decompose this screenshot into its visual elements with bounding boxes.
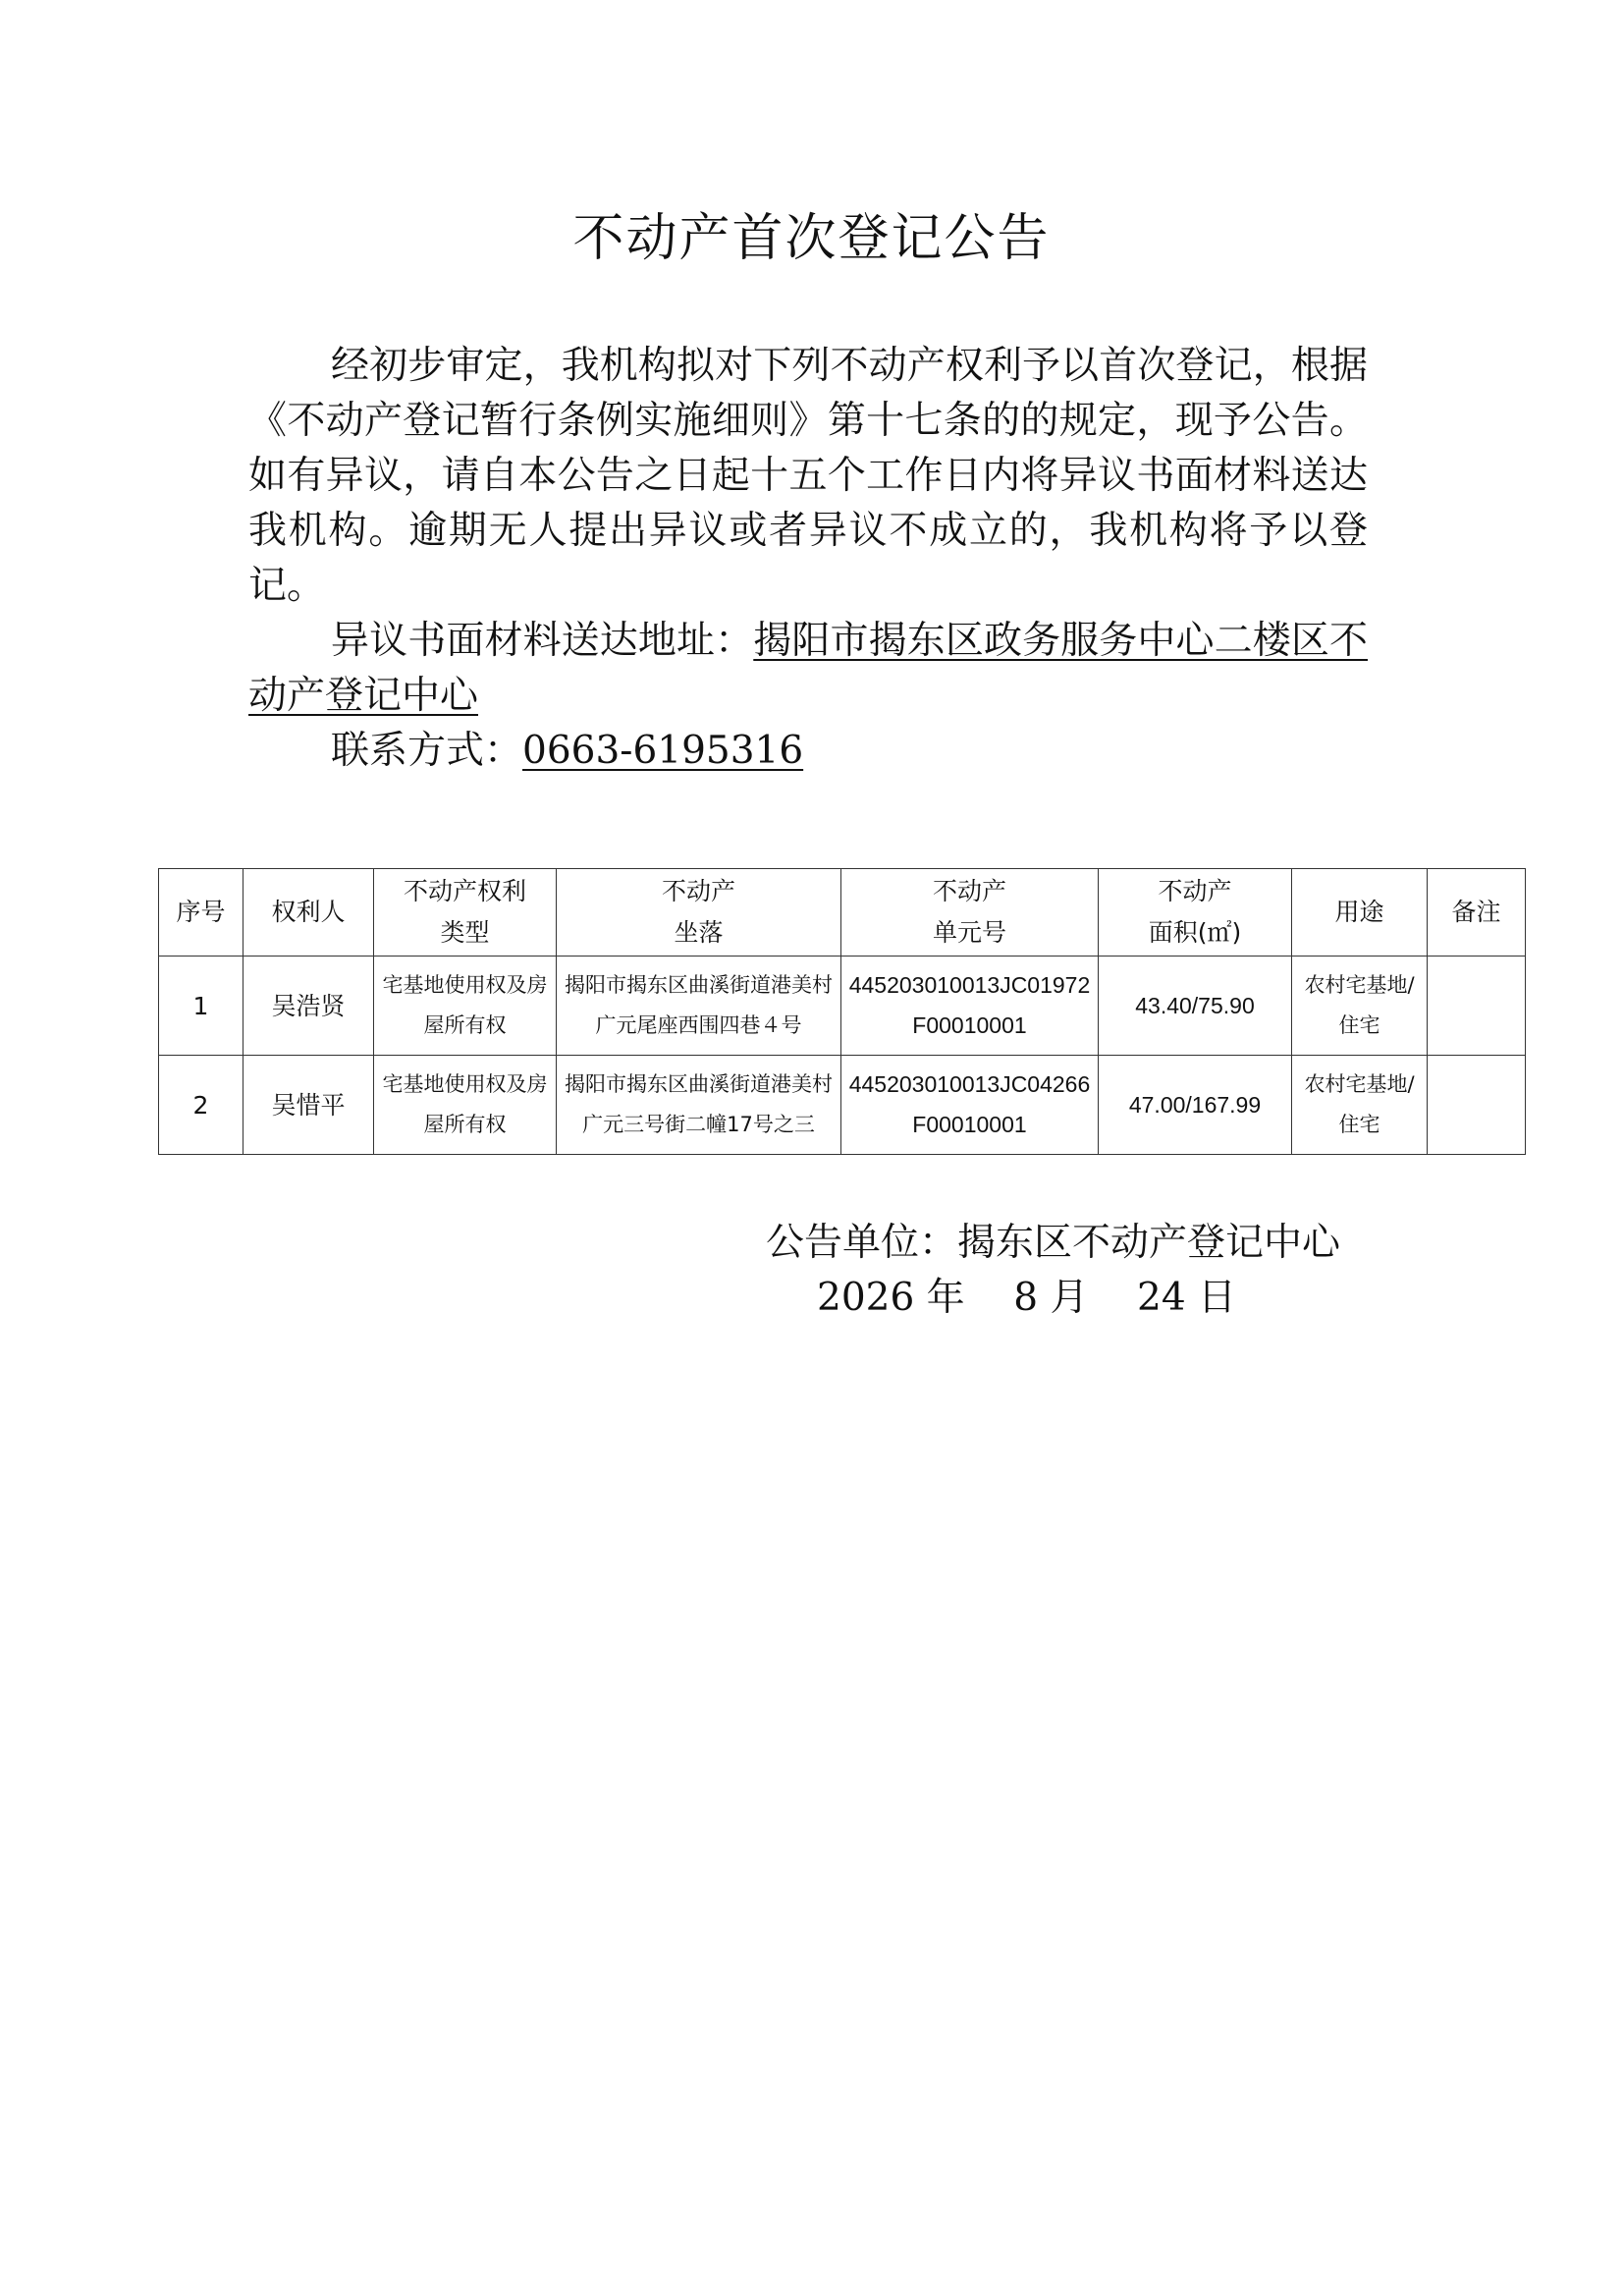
row-unit — [841, 1056, 1099, 1155]
header-unit-line2: 单元号 — [932, 918, 1006, 947]
row-usage-text: 农村宅基地/住宅 — [1304, 973, 1415, 1037]
registration-table-wrap — [158, 868, 1525, 1155]
header-location-line2: 坐落 — [674, 918, 724, 947]
row-owner: 吴浩贤 — [243, 957, 374, 1056]
header-unit — [841, 869, 1099, 957]
notice-paragraph: 经初步审定，我机构拟对下列不动产权利予以首次登记，根据《不动产登记暂行条例实施细则》第十七条的的规定，现予公告。如有异议，请自本公告之日起十五个工作日内将异议书面材料送达我机构。逾期无人提出异议或者异议不成立的，我机构将予以登记。 — [248, 344, 1368, 608]
row-area: 47.00/167.99 — [1099, 1056, 1292, 1155]
row-remark — [1428, 1056, 1526, 1155]
row-usage — [1292, 1056, 1428, 1155]
row-unit-text: 445203010013JC01972F00010001 — [848, 972, 1091, 1038]
objection-address-value: 揭阳市揭东区政务服务中心二楼区不动产登记中心 — [248, 619, 1368, 718]
row-owner: 吴惜平 — [243, 1056, 374, 1155]
objection-address — [248, 614, 1368, 724]
row-seq: 2 — [159, 1056, 243, 1155]
table-row — [159, 1056, 1526, 1155]
row-usage-text: 农村宅基地/住宅 — [1304, 1072, 1415, 1136]
row-seq: 1 — [159, 957, 243, 1056]
header-area-line1: 不动产 — [1158, 877, 1232, 905]
row-location — [557, 957, 841, 1056]
row-remark — [1428, 957, 1526, 1056]
header-seq: 序号 — [159, 869, 243, 957]
header-owner: 权利人 — [243, 869, 374, 957]
page-title: 不动产首次登记公告 — [572, 209, 1051, 268]
registration-table — [158, 868, 1526, 1155]
row-unit-text: 445203010013JC04266F00010001 — [848, 1071, 1091, 1137]
issuing-unit: 公告单位：揭东区不动产登记中心 — [766, 1221, 1341, 1265]
contact-info — [248, 724, 1368, 779]
header-remark: 备注 — [1428, 869, 1526, 957]
contact-label: 联系方式： — [331, 729, 523, 773]
table-row — [159, 957, 1526, 1056]
notice-date: 2026 年 8 月 24 日 — [817, 1276, 1237, 1320]
header-area — [1099, 869, 1292, 957]
objection-address-label: 异议书面材料送达地址： — [331, 619, 754, 663]
header-usage: 用途 — [1292, 869, 1428, 957]
header-area-line2: 面积(㎡) — [1148, 918, 1242, 947]
row-right-type-text: 宅基地使用权及房屋所有权 — [382, 973, 548, 1037]
row-area: 43.40/75.90 — [1099, 957, 1292, 1056]
row-unit — [841, 957, 1099, 1056]
contact-phone: 0663-6195316 — [522, 729, 804, 773]
header-right-type-line2: 类型 — [440, 918, 490, 947]
header-unit-line1: 不动产 — [932, 877, 1006, 905]
table-header-row — [159, 869, 1526, 957]
header-right-type — [374, 869, 557, 957]
row-location-text: 揭阳市揭东区曲溪街道港美村广元三号街二幢17号之三 — [565, 1072, 833, 1136]
header-location — [557, 869, 841, 957]
row-location — [557, 1056, 841, 1155]
header-right-type-line1: 不动产权利 — [403, 877, 526, 905]
row-right-type — [374, 957, 557, 1056]
row-location-text: 揭阳市揭东区曲溪街道港美村广元尾座西围四巷４号 — [565, 973, 833, 1037]
row-usage — [1292, 957, 1428, 1056]
row-right-type — [374, 1056, 557, 1155]
header-location-line1: 不动产 — [661, 877, 735, 905]
row-right-type-text: 宅基地使用权及房屋所有权 — [382, 1072, 548, 1136]
notice-body — [248, 339, 1368, 779]
